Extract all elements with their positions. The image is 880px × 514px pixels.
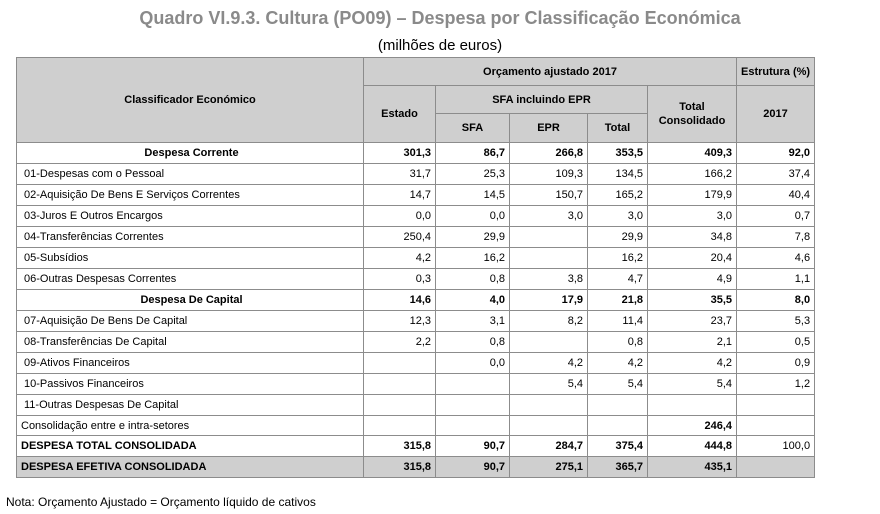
cell-sfa: 0,0 — [436, 353, 510, 374]
cell-epr: 266,8 — [510, 143, 588, 164]
header-total-consolidado: Total Consolidado — [648, 86, 737, 143]
cell-epr — [510, 395, 588, 416]
cell-consolidado: 4,9 — [648, 269, 737, 290]
cell-estado: 250,4 — [364, 227, 436, 248]
table-row — [17, 457, 815, 478]
row-label: 03-Juros E Outros Encargos — [17, 206, 364, 227]
cell-estrutura: 5,3 — [737, 311, 815, 332]
row-label: 01-Despesas com o Pessoal — [17, 164, 364, 185]
cell-sfa: 0,0 — [436, 206, 510, 227]
cell-epr: 4,2 — [510, 353, 588, 374]
table-row — [17, 164, 815, 185]
cell-total: 0,8 — [588, 332, 648, 353]
cell-estado: 315,8 — [364, 457, 436, 478]
cell-epr: 275,1 — [510, 457, 588, 478]
row-label: Despesa De Capital — [17, 290, 364, 311]
row-label: Despesa Corrente — [17, 143, 364, 164]
cell-consolidado: 435,1 — [648, 457, 737, 478]
row-label: 04-Transferências Correntes — [17, 227, 364, 248]
cell-estado: 2,2 — [364, 332, 436, 353]
cell-estado — [364, 395, 436, 416]
cell-total: 16,2 — [588, 248, 648, 269]
header-sfa-epr: SFA incluindo EPR — [436, 86, 648, 114]
cell-estado: 12,3 — [364, 311, 436, 332]
cell-estrutura: 92,0 — [737, 143, 815, 164]
cell-epr: 284,7 — [510, 436, 588, 457]
cell-epr: 5,4 — [510, 374, 588, 395]
cell-epr: 3,0 — [510, 206, 588, 227]
header-estrutura: Estrutura (%) — [737, 58, 815, 86]
cell-sfa: 90,7 — [436, 457, 510, 478]
cell-estado: 0,0 — [364, 206, 436, 227]
row-label: 07-Aquisição De Bens De Capital — [17, 311, 364, 332]
cell-epr — [510, 227, 588, 248]
cell-consolidado: 4,2 — [648, 353, 737, 374]
row-label: Consolidação entre e intra-setores — [17, 416, 364, 436]
cell-epr: 109,3 — [510, 164, 588, 185]
cell-estado: 315,8 — [364, 436, 436, 457]
cell-estado: 14,7 — [364, 185, 436, 206]
cell-epr: 3,8 — [510, 269, 588, 290]
cell-total: 11,4 — [588, 311, 648, 332]
row-label: 06-Outras Despesas Correntes — [17, 269, 364, 290]
cell-epr — [510, 332, 588, 353]
cell-estado: 4,2 — [364, 248, 436, 269]
cell-estado: 301,3 — [364, 143, 436, 164]
cell-epr — [510, 248, 588, 269]
header-ano: 2017 — [737, 86, 815, 143]
row-label: DESPESA EFETIVA CONSOLIDADA — [17, 457, 364, 478]
cell-total: 353,5 — [588, 143, 648, 164]
row-label: 09-Ativos Financeiros — [17, 353, 364, 374]
cell-consolidado: 179,9 — [648, 185, 737, 206]
table-row — [17, 206, 815, 227]
cell-estrutura — [737, 457, 815, 478]
table-row — [17, 395, 815, 416]
table-row — [17, 374, 815, 395]
cell-estrutura: 8,0 — [737, 290, 815, 311]
table-row — [17, 332, 815, 353]
header-total: Total — [588, 114, 648, 143]
table-row — [17, 353, 815, 374]
cell-estrutura: 4,6 — [737, 248, 815, 269]
header-estado: Estado — [364, 86, 436, 143]
cell-estado — [364, 416, 436, 436]
row-label: 02-Aquisição De Bens E Serviços Correntes — [17, 185, 364, 206]
cell-consolidado: 5,4 — [648, 374, 737, 395]
row-label: 11-Outras Despesas De Capital — [17, 395, 364, 416]
cell-sfa — [436, 374, 510, 395]
cell-sfa — [436, 416, 510, 436]
cell-estrutura — [737, 416, 815, 436]
cell-estrutura: 100,0 — [737, 436, 815, 457]
row-label: 08-Transferências De Capital — [17, 332, 364, 353]
cell-estrutura: 0,7 — [737, 206, 815, 227]
cell-sfa: 90,7 — [436, 436, 510, 457]
cell-total: 165,2 — [588, 185, 648, 206]
cell-estrutura: 1,2 — [737, 374, 815, 395]
cell-estado — [364, 374, 436, 395]
cell-consolidado: 35,5 — [648, 290, 737, 311]
cell-total — [588, 416, 648, 436]
cell-estrutura: 37,4 — [737, 164, 815, 185]
table-title: Quadro VI.9.3. Cultura (PO09) – Despesa por Classificação Económica — [139, 8, 741, 28]
table-row — [17, 248, 815, 269]
cell-total: 4,2 — [588, 353, 648, 374]
cell-estado: 0,3 — [364, 269, 436, 290]
cell-sfa: 0,8 — [436, 332, 510, 353]
cell-total: 3,0 — [588, 206, 648, 227]
table-row — [17, 436, 815, 457]
table-row — [17, 185, 815, 206]
cell-estado — [364, 353, 436, 374]
cell-consolidado: 444,8 — [648, 436, 737, 457]
cell-epr: 8,2 — [510, 311, 588, 332]
cell-sfa: 16,2 — [436, 248, 510, 269]
cell-sfa: 14,5 — [436, 185, 510, 206]
footnote: Nota: Orçamento Ajustado = Orçamento líquido de cativos — [6, 495, 316, 509]
cell-total: 29,9 — [588, 227, 648, 248]
cell-sfa — [436, 395, 510, 416]
table-row — [17, 143, 815, 164]
cell-estrutura — [737, 395, 815, 416]
cell-estado: 14,6 — [364, 290, 436, 311]
row-label: 10-Passivos Financeiros — [17, 374, 364, 395]
cell-consolidado: 20,4 — [648, 248, 737, 269]
cell-sfa: 0,8 — [436, 269, 510, 290]
header-classificador: Classificador Económico — [17, 58, 364, 143]
cell-epr — [510, 416, 588, 436]
cell-epr: 150,7 — [510, 185, 588, 206]
cell-consolidado: 34,8 — [648, 227, 737, 248]
table-row — [17, 227, 815, 248]
cell-consolidado: 3,0 — [648, 206, 737, 227]
cell-total: 21,8 — [588, 290, 648, 311]
header-sfa: SFA — [436, 114, 510, 143]
cell-estrutura: 40,4 — [737, 185, 815, 206]
row-label: DESPESA TOTAL CONSOLIDADA — [17, 436, 364, 457]
cell-consolidado: 246,4 — [648, 416, 737, 436]
cell-total — [588, 395, 648, 416]
cell-consolidado: 23,7 — [648, 311, 737, 332]
cell-sfa: 29,9 — [436, 227, 510, 248]
cell-total: 4,7 — [588, 269, 648, 290]
cell-estrutura: 7,8 — [737, 227, 815, 248]
table-subtitle: (milhões de euros) — [377, 37, 503, 54]
header-epr: EPR — [510, 114, 588, 143]
cell-total: 134,5 — [588, 164, 648, 185]
cell-total: 375,4 — [588, 436, 648, 457]
table-row — [17, 416, 815, 436]
cell-estrutura: 0,5 — [737, 332, 815, 353]
cell-consolidado: 409,3 — [648, 143, 737, 164]
cell-estrutura: 0,9 — [737, 353, 815, 374]
cell-total: 365,7 — [588, 457, 648, 478]
cell-sfa: 86,7 — [436, 143, 510, 164]
cell-consolidado: 166,2 — [648, 164, 737, 185]
table-row — [17, 269, 815, 290]
cell-total: 5,4 — [588, 374, 648, 395]
cell-estrutura: 1,1 — [737, 269, 815, 290]
table-row — [17, 290, 815, 311]
cell-consolidado: 2,1 — [648, 332, 737, 353]
cell-epr: 17,9 — [510, 290, 588, 311]
expense-table — [16, 57, 815, 478]
table-row — [17, 311, 815, 332]
cell-consolidado — [648, 395, 737, 416]
cell-estado: 31,7 — [364, 164, 436, 185]
cell-sfa: 25,3 — [436, 164, 510, 185]
cell-sfa: 4,0 — [436, 290, 510, 311]
cell-sfa: 3,1 — [436, 311, 510, 332]
row-label: 05-Subsídios — [17, 248, 364, 269]
header-orcamento: Orçamento ajustado 2017 — [364, 58, 737, 86]
